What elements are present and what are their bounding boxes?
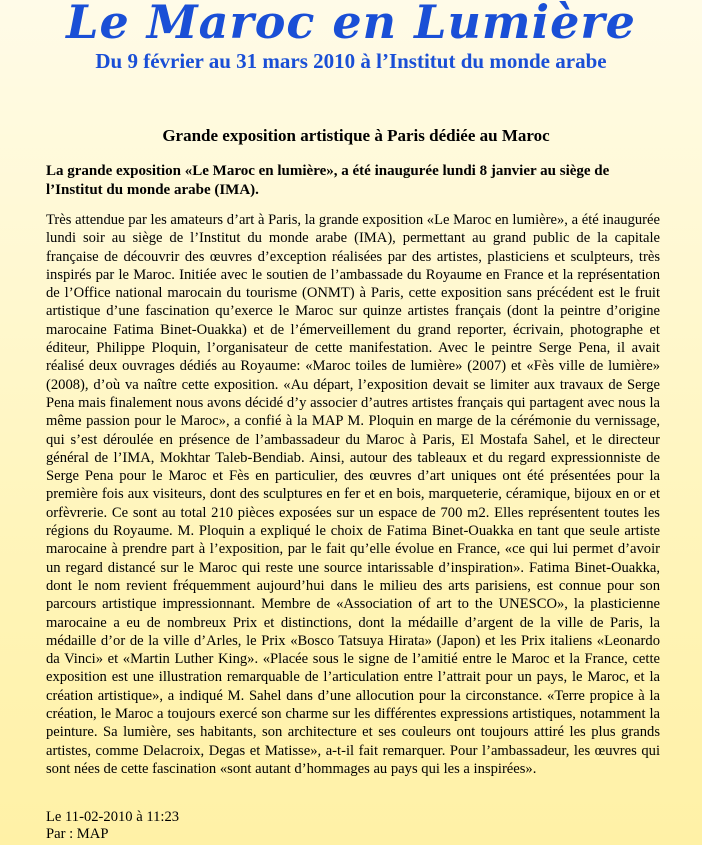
article-source: Par : MAP xyxy=(46,826,109,842)
article-heading: Grande exposition artistique à Paris dédiée au Maroc xyxy=(162,126,550,145)
article-body: Très attendue par les amateurs d’art à Paris, la grande exposition «Le Maroc en lumière», a été inaugurée lundi soir au siège de l’Institut du monde arabe (IMA), permettant au grand public de la capitale française de découvrir des œuvres d’exception réalisées par des artistes, plasticiens et sculpteurs, très inspirés par le Maroc. Initiée avec le soutien de l’ambassade du Royaume en France et la représentation de l’Office national marocain du tourisme (ONMT) à Paris, cette exposition sans précédent est le fruit artistique d’une fascination qu’exerce le Maroc sur quinze artistes français (dont la peintre d’origine marocaine Fatima Binet-Ouakka) et de l’émerveillement du grand reporter, écrivain, photographe et éditeur, Philippe Ploquin, l’organisateur de cette manifestation. Avec le peintre Serge Pena, il avait réalisé deux ouvrages dédiés au Royaume: «Maroc toiles de lumière» (2007) et «Fès ville de lumière» (2008), d’où va naître cette exposition. «Au départ, l’exposition devait se limiter aux travaux de Serge Pena mais finalement nous avons décidé d’y associer d’autres artistes français qui partagent avec nous la même passion pour le Maroc», a confié à la MAP M. Ploquin en marge de la cérémonie du vernissage, qui s’est déroulée en présence de l’ambassadeur du Maroc à Paris, El Mostafa Sahel, et le directeur général de l’IMA, Mokhtar Taleb-Bendiab. Ainsi, autour des tableaux et du regard expressionniste de Serge Pena pour le Maroc et Fès en particulier, des œuvres d’art uniques ont été présentées pour la première fois aux visiteurs, dont des sculptures en fer et en bois, marqueterie, céramique, bijoux en or et orfèvrerie. Ce sont au total 210 pièces exposées sur un espace de 700 m2. Elles représentent toutes les régions du Royaume. M. Ploquin a expliqué le choix de Fatima Binet-Ouakka en tant que seule artiste marocaine à prendre part à l’exposition, par le fait qu’elle évolue en France, «ce qui lui permet d’avoir un regard distancé sur le Maroc qui reste une source intarissable d’inspiration». Fatima Binet-Ouakka, dont le nom revient fréquemment aujourd’hui dans le milieu des arts parisiens, est connue pour son parcours artistique impressionnant. Membre de «Association of art to the UNESCO», la plasticienne marocaine a eu de nombreux Prix et distinctions, dont la médaille d’argent de la ville de Paris, la médaille d’or de la ville d’Arles, le Prix «Bosco Tatsuya Hirata» (Japon) et les Prix italiens «Leonardo da Vinci» et «Martin Luther King». «Placée sous le signe de l’amitié entre le Maroc et la France, cette exposition est une illustration remarquable de l’articulation entre l’attrait pour un pays, le Maroc, et la création artistique», a indiqué M. Sahel dans d’une allocution pour la circonstance. «Terre propice à la création, le Maroc a toujours exercé son charme sur les différentes expressions artistiques, notamment la peinture. Sa lumière, ses habitants, son architecture et ses couleurs ont toujours attiré les plus grands artistes, comme Delacroix, Degas et Matisse», a-t-il fait remarquer. Pour l’ambassadeur, les œuvres qui sont nées de cette fascination «sont autant d’hommages au pays qui les a inspirées». xyxy=(46,212,660,777)
article-lead: La grande exposition «Le Maroc en lumière», a été inaugurée lundi 8 janvier au siège de l’Institut du monde arabe (IMA). xyxy=(46,163,610,198)
event-dates-subtitle: Du 9 février au 31 mars 2010 à l’Institut du monde arabe xyxy=(95,49,607,73)
article-footer xyxy=(46,809,179,843)
page-title: Le Maroc en Lumière xyxy=(66,0,636,49)
publication-date: Le 11-02-2010 à 11:23 xyxy=(46,809,180,825)
